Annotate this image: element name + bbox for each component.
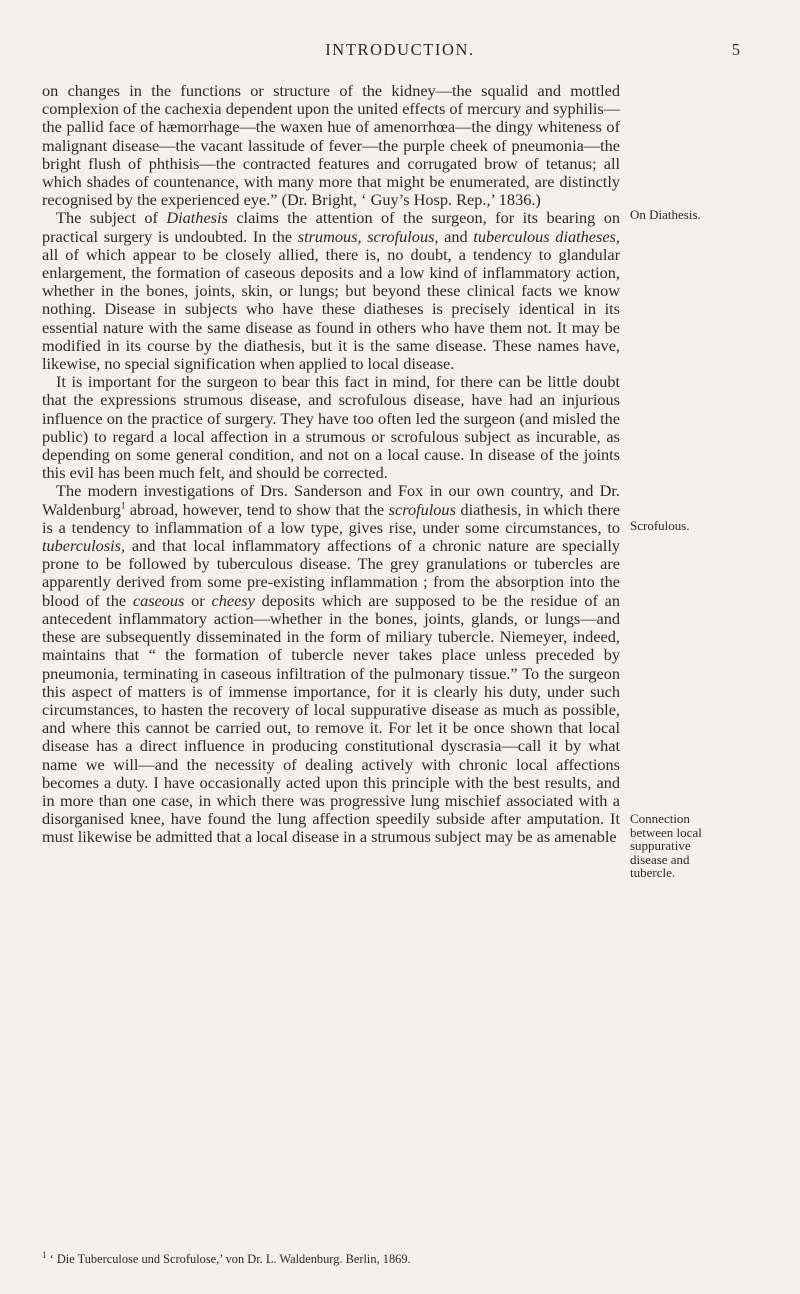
footnote-marker: 1 xyxy=(42,1249,47,1260)
text-run: all of which appear to be closely allied, there is, no doubt, a tendency to glandular enlargement, the formation of caseous deposits and a low kind of inflammatory action, whether in the bones, joints, skin, or lungs; but beyond these clinical facts we know nothing. Disease in subjects who have these diatheses is precisely identical in its essential nature with the same disease as found in others who have them not. It may be modified in its course by the diathesis, but it is the same disease. These names have, likewise, no special signification when applied to local disease. xyxy=(42,244,620,374)
text-run: deposits which are supposed to be the residue of an antecedent inflammatory action—whether in the bones, joints, glands, or lungs—and these are subsequently disseminated in the form of miliary tubercle. Niemeyer, indeed, maintains that “ the formation of tubercle never takes place unless preceded by pneumonia, terminating in caseous infiltration of the pulmonary tissue.” To the surgeon this aspect of matters is of immense importance, for it is clearly his duty, under such circumstances, to hasten the recovery of local suppurative disease as much as possible, and where this cannot be carried out, to remove it. For let it be once shown that local disease has a direct influence in producing constitutional dyscrasia—call it by what name we will—and the necessity of dealing actively with chronic local affections becomes a duty. I have occasionally acted upon this principle with the best results, and in more than one case, in which there was progressive lung mischief associated with a disorganised knee, have found the lung affection speedily subside after amputation. It must likewise be admitted that a local disease in a strumous subject may be as amenable xyxy=(42,590,621,847)
text-run: abroad, however, tend to show that the xyxy=(125,499,389,519)
paragraph-1 xyxy=(42,82,620,209)
italic-term: caseous xyxy=(132,590,185,610)
footnote-text: ‘ Die Tuberculose und Scrofulose,’ von Dr. L. Waldenburg. Berlin, 1869. xyxy=(46,1252,411,1266)
footnote-ref: 1 xyxy=(120,500,126,511)
text-run: or xyxy=(184,590,212,610)
body-text xyxy=(42,82,620,847)
text-run: and xyxy=(438,226,474,246)
italic-term: cheesy xyxy=(211,590,255,610)
text-run: diathesis, in which there is a tendency to inflammation of a low type, gives rise, under some circumstances, to xyxy=(42,499,620,537)
sidenote-on-diathesis: On Diathesis. xyxy=(630,207,701,222)
page-number: 5 xyxy=(731,40,740,59)
sidenote-scrofulous: Scrofulous. xyxy=(630,518,690,533)
italic-term: scrofulous xyxy=(388,499,456,519)
italic-term: tuberculous diatheses, xyxy=(473,226,620,246)
running-head xyxy=(0,40,800,70)
text-run: The modern investigations of Drs. Sanderson and Fox in our own country, and Dr. Waldenburg xyxy=(42,481,620,519)
text-run: The subject of xyxy=(56,208,167,228)
paragraph-2 xyxy=(42,209,620,373)
running-title: INTRODUCTION. xyxy=(325,40,475,59)
paragraph-3 xyxy=(42,373,620,482)
paragraph-4 xyxy=(42,482,620,846)
sidenote-connection: Connection between local suppurative disease and tubercle. xyxy=(630,811,702,880)
text-run: and that local inflammatory affections of a chronic nature are specially prone to be followed by tuberculous disease. The grey granulations or tubercles are apparently derived from some pre-existing inflammation ; from the absorption into the blood of the xyxy=(42,536,620,610)
text-run: claims the attention of the surgeon, for its bearing on practical surgery is undoubted. In the xyxy=(42,208,621,246)
footnote xyxy=(42,1249,620,1266)
italic-term: Diathesis xyxy=(166,208,228,228)
italic-term: strumous, scrofulous, xyxy=(297,226,439,246)
italic-term: tuberculosis, xyxy=(42,536,126,556)
text-run: on changes in the functions or structure of the kidney—the squalid and mottled complexion of the cachexia dependent upon the united effects of mercury and syphilis—the pallid face of hæmorrhage—the waxen hue of amenorrhœa—the dingy whiteness of malignant disease—the vacant lassitude of fever—the purple cheek of pneumonia—the bright flush of phthisis—the contracted features and corrugated brow of tetanus; all which shades of countenance, with many more that might be enumerated, are distinctly recognised by the experienced eye.” (Dr. Bright, ‘ Guy’s Hosp. Rep.,’ 1836.) xyxy=(42,81,620,210)
text-run: It is important for the surgeon to bear this fact in mind, for there can be little doubt that the expressions strumous disease, and scrofulous disease, have had an injurious influence on the practice of surgery. They have too often led the surgeon (and misled the public) to regard a local affection in a strumous or scrofulous subject as incurable, as depending on some general condition, and not on a local cause. In disease of the joints this evil has been much felt, and should be corrected. xyxy=(42,372,620,483)
